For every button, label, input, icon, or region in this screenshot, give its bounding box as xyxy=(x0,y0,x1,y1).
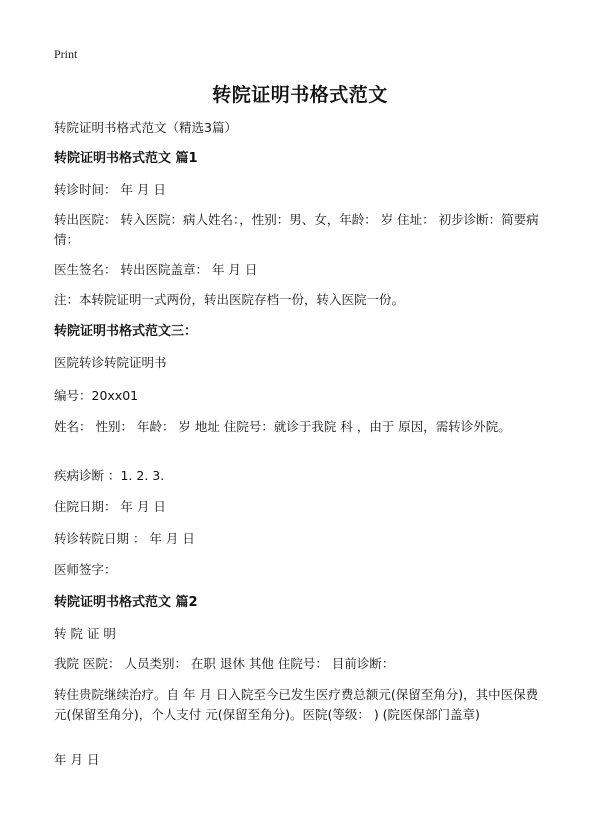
section-1-line-3: 医生签名： 转出医院盖章： 年 月 日 xyxy=(54,262,258,277)
section-heading-1: 转院证明书格式范文 篇1 xyxy=(54,151,198,166)
section-3-line-2: 我院 医院： 人员类别： 在职 退休 其他 住院号： 目前诊断： xyxy=(54,656,395,671)
section-2-line-7: 医师签字： xyxy=(54,562,117,577)
page-title: 转院证明书格式范文 xyxy=(212,84,388,106)
section-2-line-1: 医院转诊转院证明书 xyxy=(54,355,167,370)
section-3-line-3: 转住贵院继续治疗。自 年 月 日入院至今已发生医疗费总额元(保留至角分)，其中医保费 元(保留至角分)，个人支付 元(保留至角分)。医院(等级： ) (院医保部门盖章) xyxy=(54,687,539,722)
section-heading-2: 转院证明书格式范文三： xyxy=(54,324,198,339)
section-2-line-3: 姓名： 性别： 年龄： 岁 地址 住院号：就诊于我院 科 ，由于 原因，需转诊外院。 xyxy=(54,419,511,434)
section-1-line-4: 注：本转院证明一式两份，转出医院存档一份，转入医院一份。 xyxy=(54,292,405,307)
print-link[interactable]: Print xyxy=(54,47,78,61)
section-2-line-5: 住院日期： 年 月 日 xyxy=(54,499,166,514)
section-2-line-2: 编号：20xx01 xyxy=(54,388,139,403)
section-1-line-2: 转出医院： 转入医院：病人姓名：，性别：男、女，年龄： 岁 住址： 初步诊断：简要病情： xyxy=(54,212,539,247)
section-2-line-6: 转诊转院日期 ： 年 月 日 xyxy=(54,531,195,546)
section-3-line-1: 转 院 证 明 xyxy=(54,626,116,641)
section-heading-3: 转院证明书格式范文 篇2 xyxy=(54,595,198,610)
section-2-line-4: 疾病诊断 ：1. 2. 3. xyxy=(54,468,165,483)
document-subtitle: 转院证明书格式范文（精选3篇） xyxy=(54,120,237,135)
section-1-line-1: 转诊时间： 年 月 日 xyxy=(54,182,166,197)
section-3-line-4: 年 月 日 xyxy=(54,752,100,767)
